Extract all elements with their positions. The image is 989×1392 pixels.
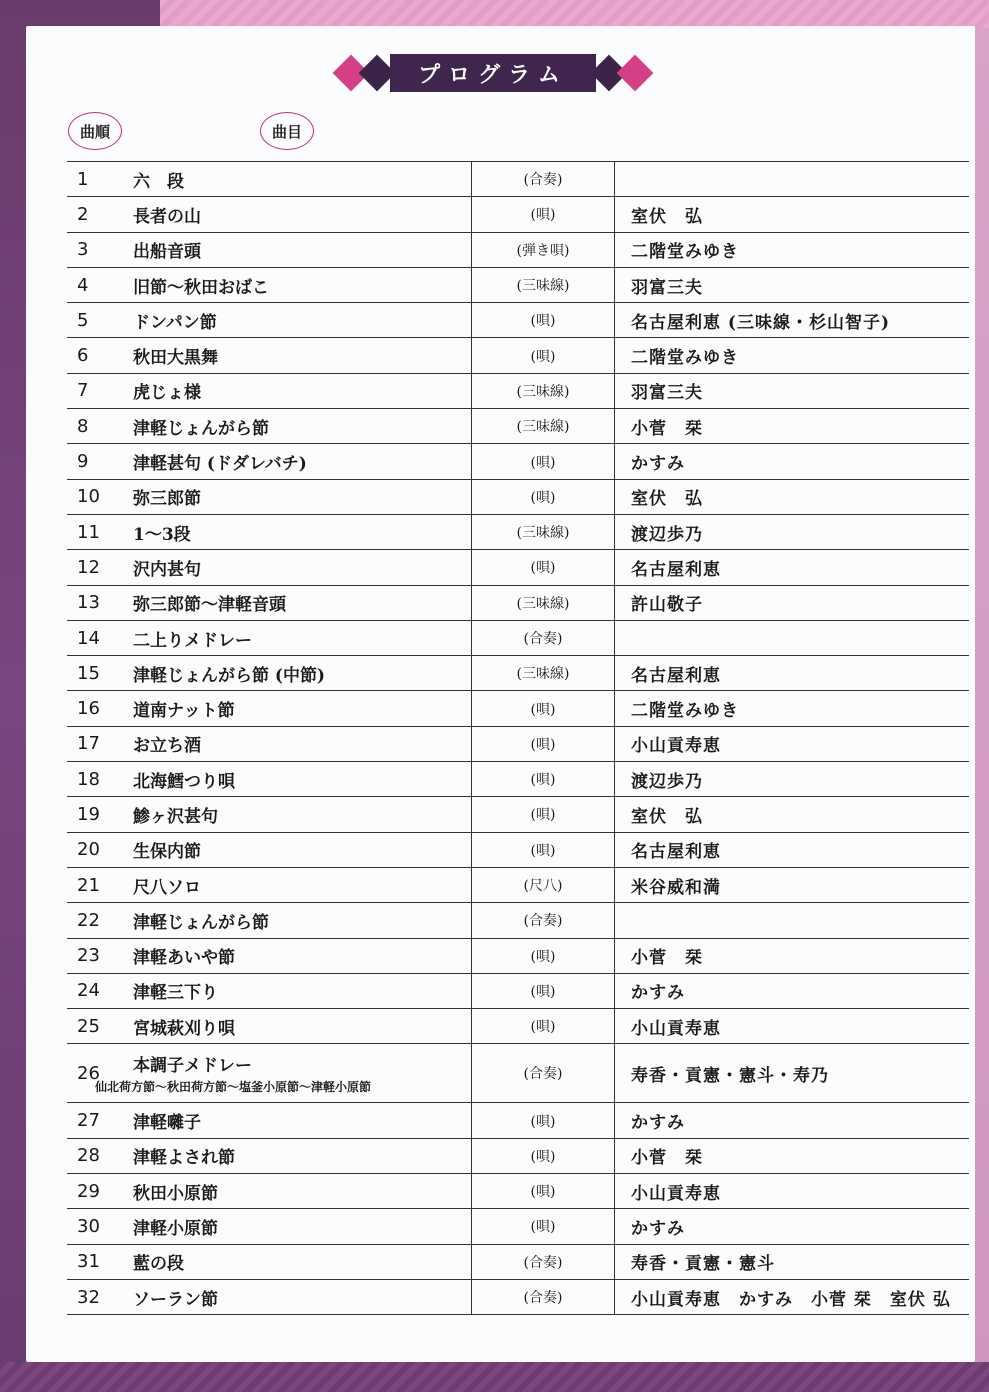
instrument-cell: (唄): [472, 1174, 615, 1209]
song-cell: [133, 197, 472, 232]
table-row: [67, 1209, 969, 1244]
song-cell: [133, 162, 472, 197]
instrument-cell: (三味線): [472, 656, 615, 691]
row-number: 11: [67, 514, 133, 549]
performer-cell: 羽富三夫: [615, 373, 970, 408]
performer-cell: [615, 620, 970, 655]
instrument-cell: (合奏): [472, 1244, 615, 1279]
instrument-cell: (合奏): [472, 620, 615, 655]
song-cell: [133, 1209, 472, 1244]
performer-cell: 小菅 栞: [615, 1138, 970, 1173]
row-number: 19: [67, 797, 133, 832]
song-cell: [133, 1138, 472, 1173]
song-cell: [133, 444, 472, 479]
row-number: 25: [67, 1009, 133, 1044]
table-row: [67, 585, 969, 620]
song-cell: [133, 479, 472, 514]
song-cell: [133, 550, 472, 585]
instrument-cell: (三味線): [472, 267, 615, 302]
performer-cell: 小山貢寿恵 かすみ 小菅 栞 室伏 弘: [615, 1279, 970, 1314]
performer-cell: 渡辺歩乃: [615, 514, 970, 549]
instrument-cell: (唄): [472, 550, 615, 585]
song-title: 北海鱈つり唄: [133, 771, 235, 792]
title-band: [338, 48, 648, 98]
song-cell: [133, 585, 472, 620]
song-cell: [133, 373, 472, 408]
song-subtitle: 仙北荷方節〜秋田荷方節〜塩釜小原節〜津軽小原節: [95, 1080, 372, 1095]
song-title: 虎じょ様: [133, 383, 201, 404]
row-number: 15: [67, 656, 133, 691]
row-number: 30: [67, 1209, 133, 1244]
row-number: 16: [67, 691, 133, 726]
song-title: 本調子メドレー: [133, 1056, 252, 1077]
song-title: お立ち酒: [133, 736, 201, 757]
song-title: 弥三郎節〜津軽音頭: [133, 595, 286, 616]
row-number: 9: [67, 444, 133, 479]
table-row: [67, 1174, 969, 1209]
table-row: [67, 938, 969, 973]
table-row: [67, 267, 969, 302]
song-title: 1〜3段: [133, 524, 191, 545]
table-row: [67, 797, 969, 832]
song-cell: [133, 867, 472, 902]
table-row: [67, 514, 969, 549]
instrument-cell: (唄): [472, 338, 615, 373]
performer-cell: 二階堂みゆき: [615, 338, 970, 373]
instrument-cell: (合奏): [472, 1044, 615, 1103]
song-title: 秋田小原節: [133, 1183, 218, 1204]
performer-cell: 名古屋利恵: [615, 656, 970, 691]
row-number: 26: [67, 1044, 133, 1103]
performer-cell: 寿香・貢憲・憲斗: [615, 1244, 970, 1279]
performer-cell: 寿香・貢憲・憲斗・寿乃: [615, 1044, 970, 1103]
row-number: 23: [67, 938, 133, 973]
row-number: 29: [67, 1174, 133, 1209]
row-number: 14: [67, 620, 133, 655]
order-column-label: 曲順: [68, 112, 122, 150]
table-row: [67, 409, 969, 444]
performer-cell: 羽富三夫: [615, 267, 970, 302]
performer-cell: 室伏 弘: [615, 197, 970, 232]
song-title: 弥三郎節: [133, 489, 201, 510]
song-title: ドンパン節: [133, 312, 217, 333]
table-row: [67, 479, 969, 514]
table-row: [67, 1138, 969, 1173]
instrument-cell: (唄): [472, 1138, 615, 1173]
song-title: 津軽よされ節: [133, 1148, 235, 1169]
song-cell: [133, 1103, 472, 1138]
row-number: 6: [67, 338, 133, 373]
performer-cell: 渡辺歩乃: [615, 762, 970, 797]
song-cell: [133, 691, 472, 726]
song-title: 旧節〜秋田おばこ: [133, 277, 269, 298]
table-row: [67, 197, 969, 232]
song-title: 藍の段: [133, 1254, 184, 1275]
song-cell: [133, 267, 472, 302]
song-cell: [133, 1244, 472, 1279]
row-number: 10: [67, 479, 133, 514]
song-cell: [133, 514, 472, 549]
song-title: 津軽小原節: [133, 1218, 218, 1239]
table-row: [67, 726, 969, 761]
song-title: 長者の山: [133, 206, 201, 227]
performer-cell: かすみ: [615, 1103, 970, 1138]
instrument-cell: (唄): [472, 1103, 615, 1138]
song-title: 津軽あいや節: [133, 948, 235, 969]
performer-cell: 名古屋利恵: [615, 832, 970, 867]
performer-cell: 名古屋利恵 (三味線・杉山智子): [615, 303, 970, 338]
song-cell: [133, 338, 472, 373]
song-cell: [133, 1279, 472, 1314]
instrument-cell: (三味線): [472, 409, 615, 444]
row-number: 27: [67, 1103, 133, 1138]
song-title: 津軽じょんがら節: [133, 912, 269, 933]
performer-cell: 二階堂みゆき: [615, 691, 970, 726]
row-number: 20: [67, 832, 133, 867]
instrument-cell: (合奏): [472, 162, 615, 197]
song-title: 二上りメドレー: [133, 630, 252, 651]
table-row: [67, 1279, 969, 1314]
table-row: [67, 444, 969, 479]
table-row: [67, 691, 969, 726]
performer-cell: 小菅 栞: [615, 409, 970, 444]
performer-cell: かすみ: [615, 1209, 970, 1244]
table-row: [67, 903, 969, 938]
table-row: [67, 373, 969, 408]
performer-cell: 米谷威和満: [615, 867, 970, 902]
song-title: 秋田大黒舞: [133, 348, 218, 369]
table-row: [67, 620, 969, 655]
song-cell: [133, 232, 472, 267]
table-row: [67, 973, 969, 1008]
instrument-cell: (唄): [472, 691, 615, 726]
instrument-cell: (唄): [472, 1209, 615, 1244]
instrument-cell: (唄): [472, 303, 615, 338]
song-title: 津軽じょんがら節 (中節): [133, 665, 326, 686]
table-row: [67, 338, 969, 373]
song-title: 津軽囃子: [133, 1113, 201, 1134]
instrument-cell: (唄): [472, 762, 615, 797]
instrument-cell: (唄): [472, 832, 615, 867]
instrument-cell: (唄): [472, 197, 615, 232]
song-cell: [133, 938, 472, 973]
song-title: 津軽じょんがら節: [133, 418, 269, 439]
instrument-cell: (唄): [472, 444, 615, 479]
performer-cell: 室伏 弘: [615, 797, 970, 832]
instrument-cell: (唄): [472, 1009, 615, 1044]
song-cell: [133, 620, 472, 655]
row-number: 2: [67, 197, 133, 232]
performer-cell: 二階堂みゆき: [615, 232, 970, 267]
table-row: [67, 232, 969, 267]
performer-cell: 許山敬子: [615, 585, 970, 620]
program-table: [67, 161, 969, 1315]
performer-cell: 名古屋利恵: [615, 550, 970, 585]
song-cell: [133, 903, 472, 938]
row-number: 5: [67, 303, 133, 338]
table-row: [67, 867, 969, 902]
performer-cell: 小山貢寿恵: [615, 726, 970, 761]
song-cell: [133, 1174, 472, 1209]
table-row: [67, 1009, 969, 1044]
performer-cell: [615, 162, 970, 197]
instrument-cell: (三味線): [472, 514, 615, 549]
row-number: 12: [67, 550, 133, 585]
song-title: 宮城萩刈り唄: [133, 1018, 235, 1039]
table-row: [67, 550, 969, 585]
table-row: [67, 162, 969, 197]
row-number: 7: [67, 373, 133, 408]
performer-cell: 小山貢寿恵: [615, 1174, 970, 1209]
song-title: 生保内節: [133, 842, 201, 863]
performer-cell: かすみ: [615, 444, 970, 479]
performer-cell: 室伏 弘: [615, 479, 970, 514]
row-number: 3: [67, 232, 133, 267]
song-title: 道南ナット節: [133, 701, 235, 722]
song-cell: [133, 797, 472, 832]
row-number: 28: [67, 1138, 133, 1173]
song-title: 津軽三下り: [133, 983, 218, 1004]
song-title: 鯵ヶ沢甚句: [133, 806, 218, 827]
row-number: 4: [67, 267, 133, 302]
title-column-label: 曲目: [260, 112, 314, 150]
song-cell: [133, 973, 472, 1008]
instrument-cell: (尺八): [472, 867, 615, 902]
instrument-cell: (唄): [472, 938, 615, 973]
diamond-ornament-icon: [617, 55, 654, 92]
performer-cell: かすみ: [615, 973, 970, 1008]
row-number: 31: [67, 1244, 133, 1279]
frame-top-border: [160, 0, 989, 28]
performer-cell: 小菅 栞: [615, 938, 970, 973]
song-cell: [133, 726, 472, 761]
song-cell: [95, 1044, 472, 1103]
song-cell: [133, 1009, 472, 1044]
song-cell: [133, 832, 472, 867]
song-title: 尺八ソロ: [133, 877, 201, 898]
song-title: 沢内甚句: [133, 559, 201, 580]
instrument-cell: (合奏): [472, 1279, 615, 1314]
instrument-cell: (合奏): [472, 903, 615, 938]
table-row: [67, 303, 969, 338]
instrument-cell: (三味線): [472, 585, 615, 620]
frame-bottom-border: [0, 1362, 989, 1392]
instrument-cell: (三味線): [472, 373, 615, 408]
instrument-cell: (唄): [472, 726, 615, 761]
instrument-cell: (弾き唄): [472, 232, 615, 267]
song-cell: [133, 656, 472, 691]
table-row: [67, 1044, 969, 1103]
table-row: [67, 656, 969, 691]
row-number: 17: [67, 726, 133, 761]
table-row: [67, 1244, 969, 1279]
row-number: 32: [67, 1279, 133, 1314]
program-body: [67, 162, 969, 1315]
row-number: 1: [67, 162, 133, 197]
performer-cell: [615, 903, 970, 938]
song-cell: [133, 762, 472, 797]
performer-cell: 小山貢寿恵: [615, 1009, 970, 1044]
row-number: 13: [67, 585, 133, 620]
row-number: 18: [67, 762, 133, 797]
instrument-cell: (唄): [472, 973, 615, 1008]
song-title: 津軽甚句 (ドダレバチ): [133, 454, 307, 475]
song-title: 出船音頭: [133, 242, 201, 263]
row-number: 8: [67, 409, 133, 444]
page-title: プログラム: [390, 54, 596, 92]
row-number: 22: [67, 903, 133, 938]
song-cell: [133, 303, 472, 338]
song-title: ソーラン節: [133, 1289, 218, 1310]
table-row: [67, 762, 969, 797]
instrument-cell: (唄): [472, 479, 615, 514]
table-row: [67, 832, 969, 867]
song-cell: [133, 409, 472, 444]
row-number: 24: [67, 973, 133, 1008]
row-number: 21: [67, 867, 133, 902]
song-title: 六 段: [133, 171, 184, 192]
table-row: [67, 1103, 969, 1138]
instrument-cell: (唄): [472, 797, 615, 832]
